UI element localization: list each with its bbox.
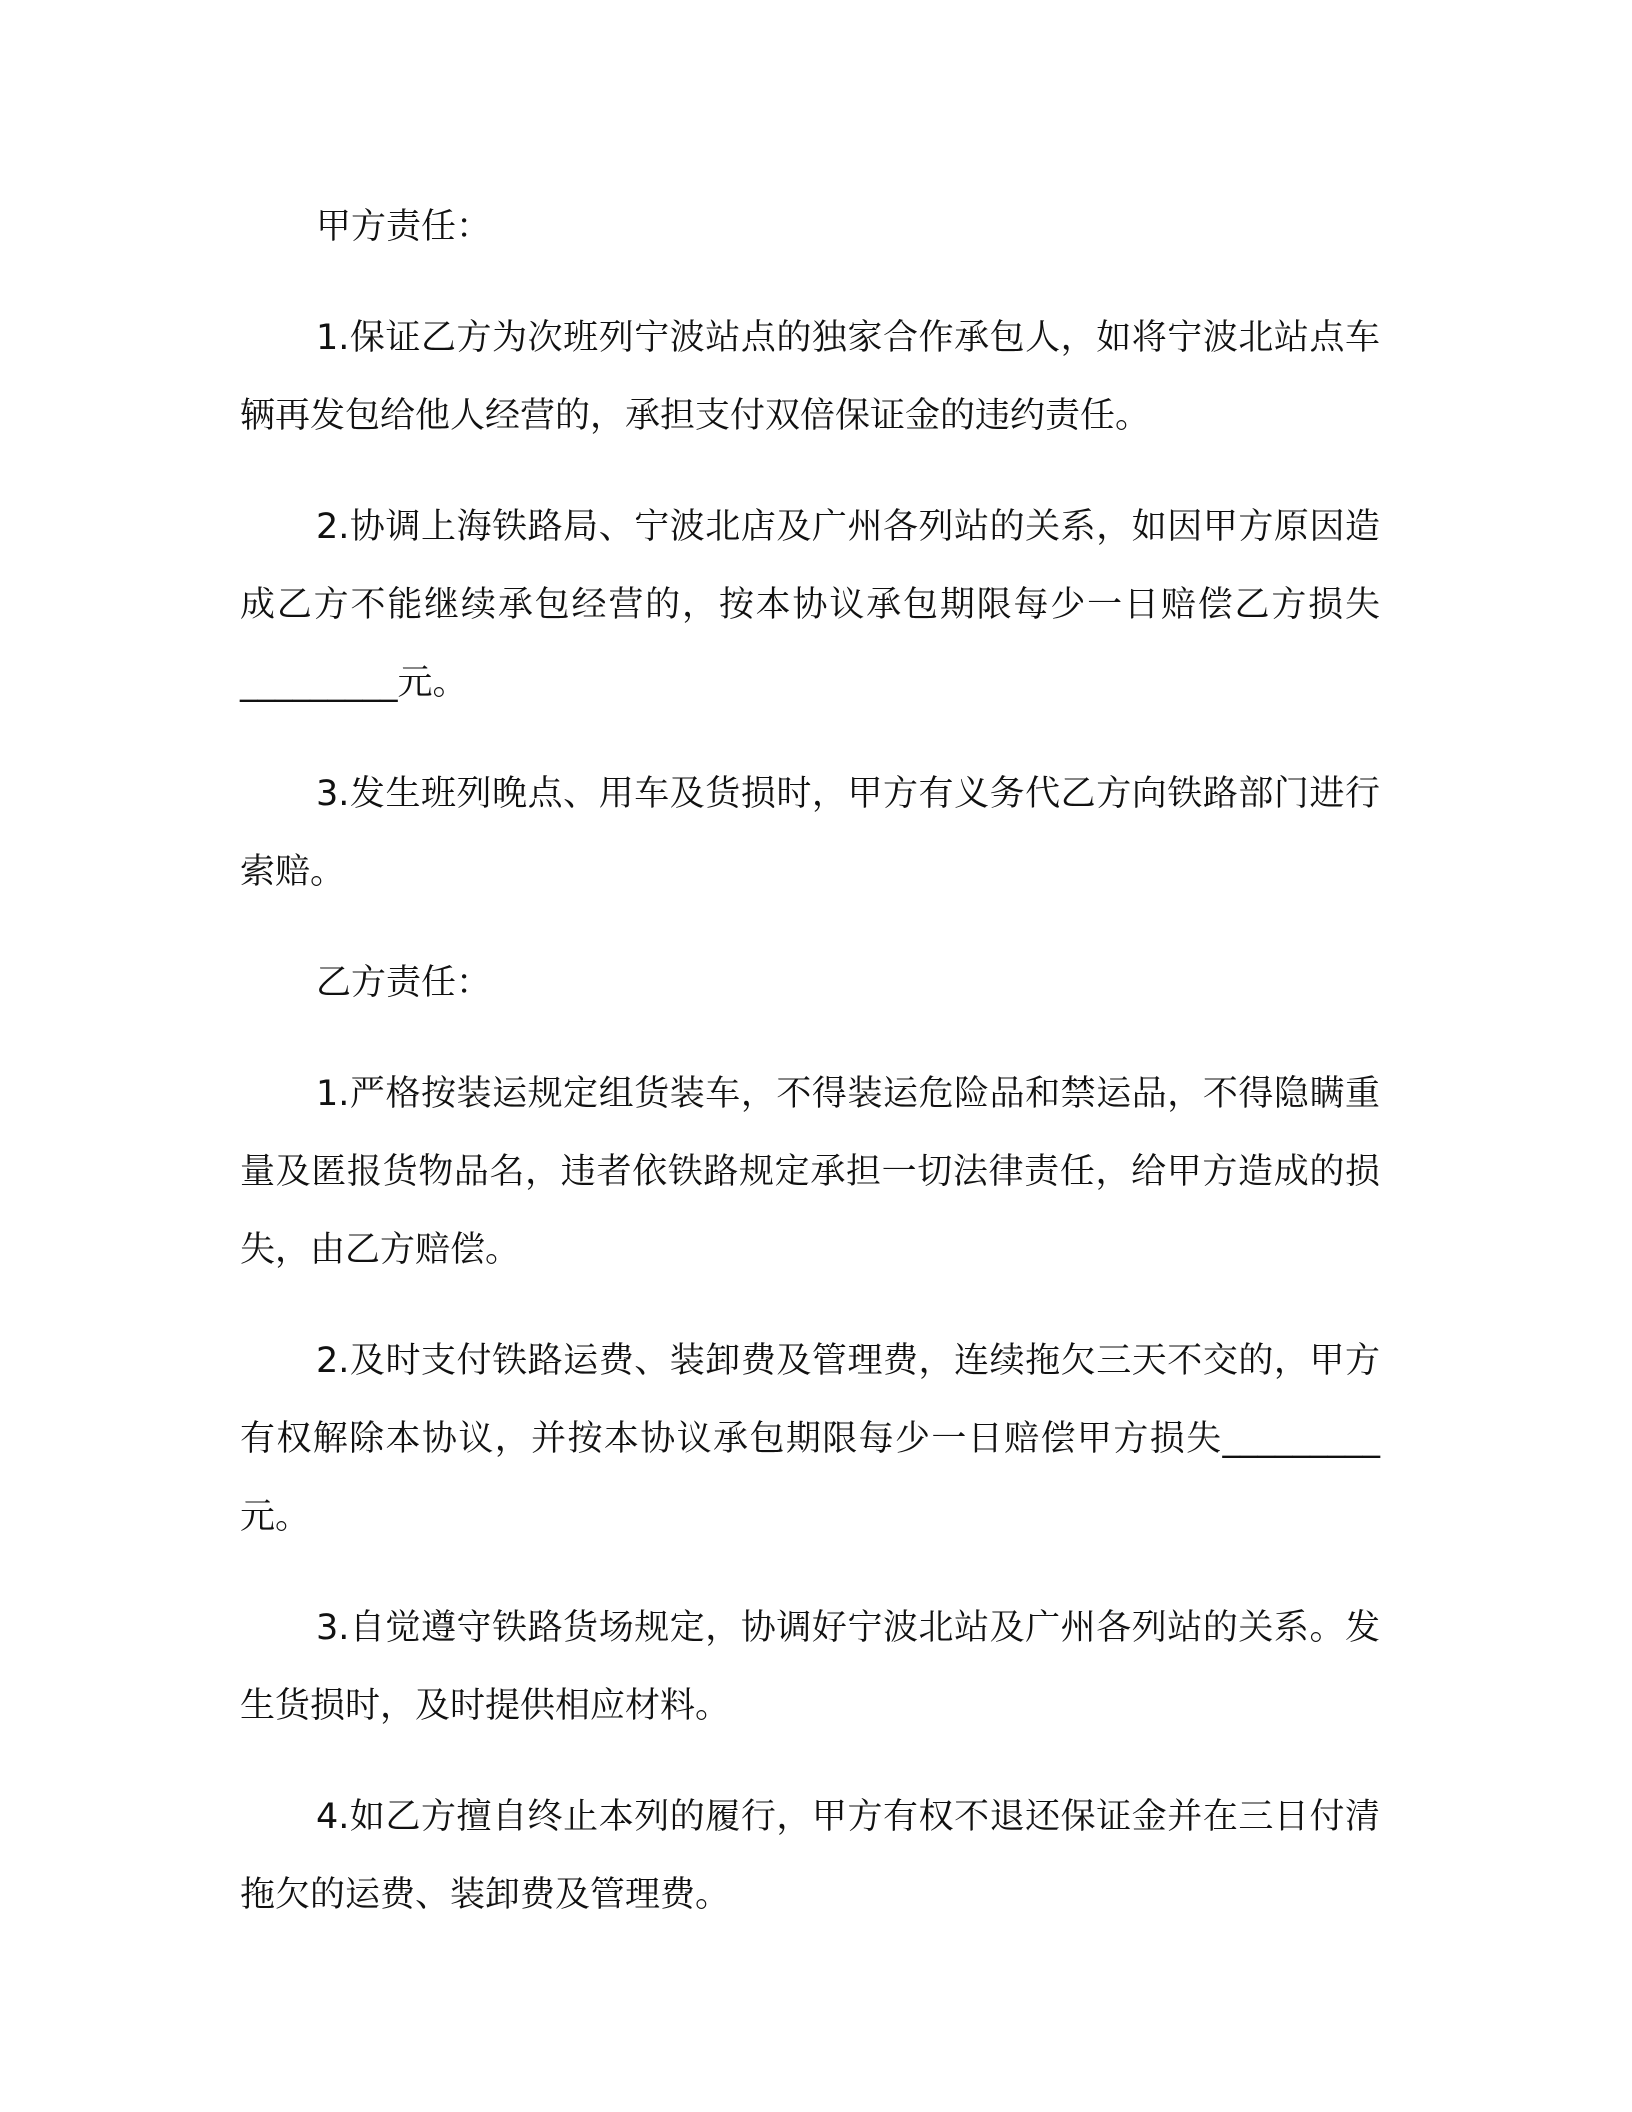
party-a-item-2: 2.协调上海铁路局、宁波北店及广州各列站的关系，如因甲方原因造成乙方不能继续承包经营的，按本协议承包期限每少一日赔偿乙方损失_________元。 [240, 507, 1380, 703]
document-body [240, 188, 1380, 1967]
party-a-item-3: 3.发生班列晚点、用车及货损时，甲方有义务代乙方向铁路部门进行索赔。 [240, 774, 1380, 892]
party-b-heading: 乙方责任： [316, 963, 492, 1003]
party-b-item-3: 3.自觉遵守铁路货场规定，协调好宁波北站及广州各列站的关系。发生货损时，及时提供相应材料。 [240, 1608, 1380, 1726]
party-a-item-1: 1.保证乙方为次班列宁波站点的独家合作承包人，如将宁波北站点车辆再发包给他人经营的，承担支付双倍保证金的违约责任。 [240, 318, 1380, 436]
party-a-heading: 甲方责任： [316, 207, 492, 247]
party-b-item-2: 2.及时支付铁路运费、装卸费及管理费，连续拖欠三天不交的，甲方有权解除本协议，并按本协议承包期限每少一日赔偿甲方损失_________元。 [240, 1341, 1380, 1537]
party-b-item-1: 1.严格按装运规定组货装车，不得装运危险品和禁运品，不得隐瞒重量及匿报货物品名，违者依铁路规定承担一切法律责任，给甲方造成的损失，由乙方赔偿。 [240, 1074, 1380, 1270]
party-b-item-4: 4.如乙方擅自终止本列的履行，甲方有权不退还保证金并在三日付清拖欠的运费、装卸费及管理费。 [240, 1797, 1380, 1915]
